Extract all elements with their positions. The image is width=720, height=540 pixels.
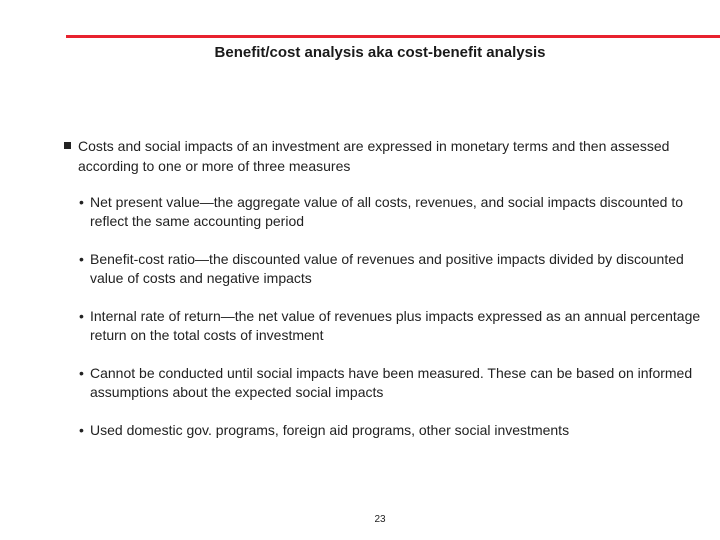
sub-bullet-text: Cannot be conducted until social impacts have been measured. These can be based on informed assumptions about the expected social impacts	[90, 365, 693, 400]
list-item	[62, 307, 702, 345]
dot-bullet-icon: •	[79, 194, 84, 210]
sub-bullet-text: Benefit-cost ratio—the discounted value of revenues and positive impacts divided by discounted value of costs and negative impacts	[90, 251, 684, 286]
header-rule	[66, 35, 720, 38]
main-bullet	[62, 136, 702, 176]
sub-bullet-list	[62, 193, 702, 440]
slide-content	[62, 136, 702, 440]
list-item	[62, 421, 702, 440]
dot-bullet-icon: •	[79, 308, 84, 324]
page-number: 23	[374, 514, 386, 525]
dot-bullet-icon: •	[79, 251, 84, 267]
sub-bullet-text: Net present value—the aggregate value of all costs, revenues, and social impacts discounted to reflect the same accounting period	[90, 194, 684, 229]
dot-bullet-icon: •	[79, 422, 84, 438]
dot-bullet-icon: •	[79, 365, 84, 381]
slide-title: Benefit/cost analysis aka cost-benefit analysis	[214, 44, 546, 61]
main-bullet-text: Costs and social impacts of an investment are expressed in monetary terms and then assessed according to one or more of three measures	[78, 138, 670, 174]
list-item	[62, 193, 702, 231]
square-bullet-icon	[64, 142, 71, 149]
sub-bullet-text: Used domestic gov. programs, foreign aid programs, other social investments	[90, 422, 570, 438]
list-item	[62, 250, 702, 288]
sub-bullet-text: Internal rate of return—the net value of revenues plus impacts expressed as an annual percentage return on the total costs of investment	[90, 308, 701, 343]
list-item	[62, 364, 702, 402]
